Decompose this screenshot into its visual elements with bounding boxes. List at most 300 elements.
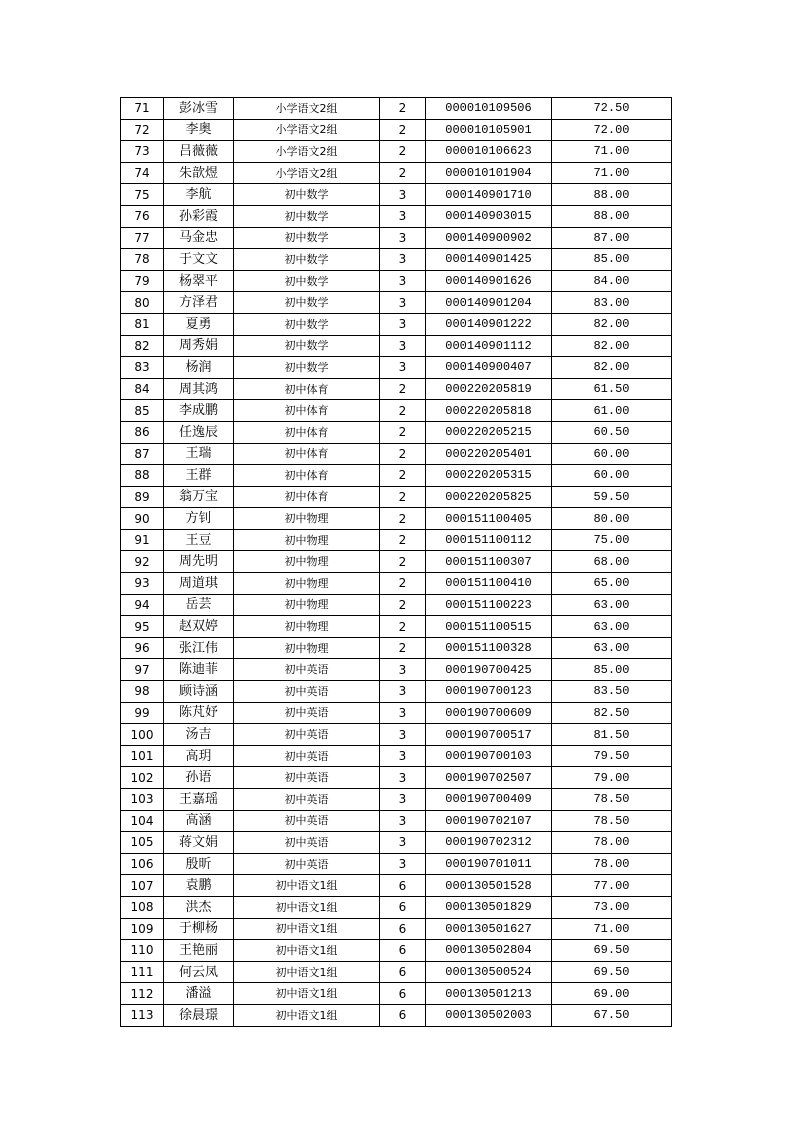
- score-cell: 83.50: [552, 681, 672, 703]
- count-cell: 2: [380, 551, 426, 573]
- count-cell: 6: [380, 896, 426, 918]
- row-number-cell: 92: [121, 551, 164, 573]
- exam-id-cell: 000151100307: [426, 551, 552, 573]
- row-number-cell: 111: [121, 961, 164, 983]
- name-cell: 陈迪菲: [164, 659, 234, 681]
- name-cell: 周秀娟: [164, 335, 234, 357]
- count-cell: 2: [380, 486, 426, 508]
- count-cell: 2: [380, 465, 426, 487]
- count-cell: 2: [380, 529, 426, 551]
- exam-id-cell: 000190700103: [426, 745, 552, 767]
- row-number-cell: 73: [121, 141, 164, 163]
- row-number-cell: 97: [121, 659, 164, 681]
- score-cell: 60.00: [552, 443, 672, 465]
- count-cell: 2: [380, 162, 426, 184]
- count-cell: 3: [380, 702, 426, 724]
- table-row: [121, 594, 672, 616]
- row-number-cell: 93: [121, 573, 164, 595]
- subject-cell: 初中英语: [234, 659, 380, 681]
- name-cell: 于柳杨: [164, 918, 234, 940]
- row-number-cell: 89: [121, 486, 164, 508]
- count-cell: 6: [380, 983, 426, 1005]
- table-row: [121, 573, 672, 595]
- name-cell: 任逸辰: [164, 421, 234, 443]
- name-cell: 王瑞: [164, 443, 234, 465]
- score-cell: 82.00: [552, 313, 672, 335]
- subject-cell: 初中物理: [234, 594, 380, 616]
- table-row: [121, 249, 672, 271]
- exam-id-cell: 000130501528: [426, 875, 552, 897]
- exam-id-cell: 000010106623: [426, 141, 552, 163]
- table-row: [121, 98, 672, 120]
- count-cell: 3: [380, 724, 426, 746]
- row-number-cell: 91: [121, 529, 164, 551]
- count-cell: 2: [380, 98, 426, 120]
- subject-cell: 初中物理: [234, 616, 380, 638]
- score-cell: 79.50: [552, 745, 672, 767]
- table-row: [121, 292, 672, 314]
- exam-id-cell: 000151100410: [426, 573, 552, 595]
- subject-cell: 初中物理: [234, 529, 380, 551]
- name-cell: 岳芸: [164, 594, 234, 616]
- subject-cell: 初中语文1组: [234, 983, 380, 1005]
- count-cell: 3: [380, 789, 426, 811]
- row-number-cell: 98: [121, 681, 164, 703]
- subject-cell: 初中数学: [234, 335, 380, 357]
- name-cell: 潘溢: [164, 983, 234, 1005]
- row-number-cell: 87: [121, 443, 164, 465]
- exam-id-cell: 000140901112: [426, 335, 552, 357]
- count-cell: 6: [380, 1004, 426, 1026]
- subject-cell: 初中数学: [234, 270, 380, 292]
- count-cell: 2: [380, 637, 426, 659]
- table-row: [121, 724, 672, 746]
- score-cell: 78.50: [552, 789, 672, 811]
- row-number-cell: 84: [121, 378, 164, 400]
- table-row: [121, 789, 672, 811]
- table-row: [121, 486, 672, 508]
- count-cell: 3: [380, 681, 426, 703]
- row-number-cell: 94: [121, 594, 164, 616]
- score-cell: 78.00: [552, 832, 672, 854]
- score-cell: 82.50: [552, 702, 672, 724]
- table-row: [121, 400, 672, 422]
- count-cell: 3: [380, 313, 426, 335]
- subject-cell: 初中语文1组: [234, 961, 380, 983]
- subject-cell: 初中英语: [234, 724, 380, 746]
- table-row: [121, 853, 672, 875]
- count-cell: 2: [380, 141, 426, 163]
- table-row: [121, 702, 672, 724]
- count-cell: 2: [380, 594, 426, 616]
- name-cell: 朱歆煜: [164, 162, 234, 184]
- table-row: [121, 681, 672, 703]
- exam-id-cell: 000220205315: [426, 465, 552, 487]
- exam-id-cell: 000151100223: [426, 594, 552, 616]
- table-row: [121, 940, 672, 962]
- subject-cell: 初中语文1组: [234, 918, 380, 940]
- exam-id-cell: 000190702312: [426, 832, 552, 854]
- subject-cell: 初中英语: [234, 745, 380, 767]
- exam-id-cell: 000190700609: [426, 702, 552, 724]
- row-number-cell: 88: [121, 465, 164, 487]
- row-number-cell: 113: [121, 1004, 164, 1026]
- name-cell: 方钊: [164, 508, 234, 530]
- row-number-cell: 83: [121, 357, 164, 379]
- row-number-cell: 96: [121, 637, 164, 659]
- table-row: [121, 357, 672, 379]
- count-cell: 3: [380, 227, 426, 249]
- subject-cell: 初中英语: [234, 681, 380, 703]
- table-row: [121, 637, 672, 659]
- row-number-cell: 86: [121, 421, 164, 443]
- table-row: [121, 465, 672, 487]
- count-cell: 3: [380, 292, 426, 314]
- subject-cell: 初中英语: [234, 702, 380, 724]
- subject-cell: 小学语文2组: [234, 98, 380, 120]
- score-cell: 69.00: [552, 983, 672, 1005]
- subject-cell: 初中数学: [234, 292, 380, 314]
- row-number-cell: 105: [121, 832, 164, 854]
- row-number-cell: 71: [121, 98, 164, 120]
- table-row: [121, 529, 672, 551]
- name-cell: 方泽君: [164, 292, 234, 314]
- exam-id-cell: 000130501627: [426, 918, 552, 940]
- name-cell: 王豆: [164, 529, 234, 551]
- subject-cell: 初中语文1组: [234, 1004, 380, 1026]
- table-row: [121, 313, 672, 335]
- subject-cell: 初中体育: [234, 400, 380, 422]
- name-cell: 杨润: [164, 357, 234, 379]
- name-cell: 王嘉瑶: [164, 789, 234, 811]
- score-cell: 79.00: [552, 767, 672, 789]
- subject-cell: 初中数学: [234, 205, 380, 227]
- table-row: [121, 961, 672, 983]
- row-number-cell: 90: [121, 508, 164, 530]
- row-number-cell: 74: [121, 162, 164, 184]
- subject-cell: 初中数学: [234, 313, 380, 335]
- score-cell: 68.00: [552, 551, 672, 573]
- table-row: [121, 983, 672, 1005]
- score-cell: 77.00: [552, 875, 672, 897]
- row-number-cell: 109: [121, 918, 164, 940]
- count-cell: 2: [380, 378, 426, 400]
- name-cell: 李成鹏: [164, 400, 234, 422]
- count-cell: 3: [380, 810, 426, 832]
- name-cell: 袁鹏: [164, 875, 234, 897]
- row-number-cell: 101: [121, 745, 164, 767]
- score-cell: 71.00: [552, 918, 672, 940]
- exam-id-cell: 000190700123: [426, 681, 552, 703]
- row-number-cell: 104: [121, 810, 164, 832]
- subject-cell: 初中物理: [234, 637, 380, 659]
- exam-id-cell: 000220205825: [426, 486, 552, 508]
- score-cell: 67.50: [552, 1004, 672, 1026]
- table-row: [121, 832, 672, 854]
- row-number-cell: 110: [121, 940, 164, 962]
- exam-id-cell: 000130501829: [426, 896, 552, 918]
- score-cell: 63.00: [552, 594, 672, 616]
- exam-id-cell: 000130502804: [426, 940, 552, 962]
- row-number-cell: 112: [121, 983, 164, 1005]
- table-row: [121, 896, 672, 918]
- exam-id-cell: 000190701011: [426, 853, 552, 875]
- subject-cell: 初中语文1组: [234, 875, 380, 897]
- row-number-cell: 102: [121, 767, 164, 789]
- table-row: [121, 378, 672, 400]
- name-cell: 吕薇薇: [164, 141, 234, 163]
- count-cell: 3: [380, 249, 426, 271]
- count-cell: 3: [380, 832, 426, 854]
- table-row: [121, 162, 672, 184]
- score-cell: 82.00: [552, 357, 672, 379]
- count-cell: 2: [380, 573, 426, 595]
- subject-cell: 初中物理: [234, 551, 380, 573]
- subject-cell: 初中物理: [234, 508, 380, 530]
- name-cell: 夏勇: [164, 313, 234, 335]
- count-cell: 3: [380, 767, 426, 789]
- name-cell: 洪杰: [164, 896, 234, 918]
- row-number-cell: 106: [121, 853, 164, 875]
- score-cell: 60.00: [552, 465, 672, 487]
- subject-cell: 初中语文1组: [234, 896, 380, 918]
- table-row: [121, 141, 672, 163]
- name-cell: 孙彩霞: [164, 205, 234, 227]
- subject-cell: 小学语文2组: [234, 141, 380, 163]
- count-cell: 2: [380, 508, 426, 530]
- row-number-cell: 99: [121, 702, 164, 724]
- row-number-cell: 100: [121, 724, 164, 746]
- name-cell: 李航: [164, 184, 234, 206]
- exam-id-cell: 000010101904: [426, 162, 552, 184]
- score-cell: 72.50: [552, 98, 672, 120]
- subject-cell: 小学语文2组: [234, 119, 380, 141]
- exam-id-cell: 000190702507: [426, 767, 552, 789]
- name-cell: 王艳丽: [164, 940, 234, 962]
- name-cell: 陈芃妤: [164, 702, 234, 724]
- count-cell: 2: [380, 616, 426, 638]
- name-cell: 孙语: [164, 767, 234, 789]
- exam-id-cell: 000140900407: [426, 357, 552, 379]
- score-cell: 82.00: [552, 335, 672, 357]
- name-cell: 张江伟: [164, 637, 234, 659]
- table-row: [121, 335, 672, 357]
- row-number-cell: 103: [121, 789, 164, 811]
- subject-cell: 初中数学: [234, 249, 380, 271]
- name-cell: 周先明: [164, 551, 234, 573]
- name-cell: 殷昕: [164, 853, 234, 875]
- name-cell: 翁万宝: [164, 486, 234, 508]
- subject-cell: 初中数学: [234, 357, 380, 379]
- exam-id-cell: 000010105901: [426, 119, 552, 141]
- table-row: [121, 767, 672, 789]
- score-cell: 85.00: [552, 249, 672, 271]
- name-cell: 周道琪: [164, 573, 234, 595]
- count-cell: 3: [380, 205, 426, 227]
- exam-id-cell: 000220205401: [426, 443, 552, 465]
- row-number-cell: 72: [121, 119, 164, 141]
- subject-cell: 初中英语: [234, 853, 380, 875]
- score-cell: 73.00: [552, 896, 672, 918]
- table-row: [121, 1004, 672, 1026]
- score-cell: 83.00: [552, 292, 672, 314]
- row-number-cell: 82: [121, 335, 164, 357]
- score-cell: 87.00: [552, 227, 672, 249]
- score-cell: 63.00: [552, 637, 672, 659]
- name-cell: 高玥: [164, 745, 234, 767]
- subject-cell: 初中体育: [234, 486, 380, 508]
- table-row: [121, 205, 672, 227]
- score-cell: 88.00: [552, 205, 672, 227]
- subject-cell: 初中数学: [234, 227, 380, 249]
- exam-id-cell: 000190702107: [426, 810, 552, 832]
- name-cell: 王群: [164, 465, 234, 487]
- exam-id-cell: 000220205819: [426, 378, 552, 400]
- count-cell: 3: [380, 184, 426, 206]
- subject-cell: 初中英语: [234, 767, 380, 789]
- score-cell: 78.50: [552, 810, 672, 832]
- row-number-cell: 79: [121, 270, 164, 292]
- exam-id-cell: 000130501213: [426, 983, 552, 1005]
- exam-id-cell: 000190700517: [426, 724, 552, 746]
- name-cell: 于文文: [164, 249, 234, 271]
- score-cell: 59.50: [552, 486, 672, 508]
- exam-id-cell: 000140900902: [426, 227, 552, 249]
- exam-id-cell: 000140901222: [426, 313, 552, 335]
- exam-id-cell: 000140901204: [426, 292, 552, 314]
- count-cell: 3: [380, 270, 426, 292]
- name-cell: 杨翠平: [164, 270, 234, 292]
- table-row: [121, 421, 672, 443]
- table-row: [121, 184, 672, 206]
- name-cell: 周其鸿: [164, 378, 234, 400]
- name-cell: 蒋文娟: [164, 832, 234, 854]
- row-number-cell: 107: [121, 875, 164, 897]
- table-row: [121, 745, 672, 767]
- subject-cell: 初中体育: [234, 465, 380, 487]
- exam-id-cell: 000130502003: [426, 1004, 552, 1026]
- table-row: [121, 270, 672, 292]
- exam-id-cell: 000130500524: [426, 961, 552, 983]
- exam-id-cell: 000140901710: [426, 184, 552, 206]
- count-cell: 3: [380, 853, 426, 875]
- row-number-cell: 81: [121, 313, 164, 335]
- table-row: [121, 659, 672, 681]
- exam-id-cell: 000151100112: [426, 529, 552, 551]
- score-cell: 71.00: [552, 162, 672, 184]
- subject-cell: 小学语文2组: [234, 162, 380, 184]
- row-number-cell: 76: [121, 205, 164, 227]
- exam-id-cell: 000140901425: [426, 249, 552, 271]
- table-row: [121, 227, 672, 249]
- score-cell: 61.50: [552, 378, 672, 400]
- row-number-cell: 85: [121, 400, 164, 422]
- row-number-cell: 95: [121, 616, 164, 638]
- subject-cell: 初中数学: [234, 184, 380, 206]
- table-row: [121, 616, 672, 638]
- exam-id-cell: 000190700425: [426, 659, 552, 681]
- name-cell: 彭冰雪: [164, 98, 234, 120]
- table-row: [121, 875, 672, 897]
- subject-cell: 初中体育: [234, 421, 380, 443]
- score-cell: 75.00: [552, 529, 672, 551]
- table-row: [121, 443, 672, 465]
- count-cell: 3: [380, 335, 426, 357]
- table-row: [121, 119, 672, 141]
- name-cell: 何云凤: [164, 961, 234, 983]
- count-cell: 2: [380, 400, 426, 422]
- name-cell: 徐晨璟: [164, 1004, 234, 1026]
- exam-id-cell: 000140901626: [426, 270, 552, 292]
- name-cell: 顾诗涵: [164, 681, 234, 703]
- exam-id-cell: 000151100515: [426, 616, 552, 638]
- count-cell: 6: [380, 961, 426, 983]
- exam-id-cell: 000151100405: [426, 508, 552, 530]
- row-number-cell: 108: [121, 896, 164, 918]
- count-cell: 6: [380, 875, 426, 897]
- count-cell: 2: [380, 421, 426, 443]
- score-cell: 78.00: [552, 853, 672, 875]
- table-row: [121, 508, 672, 530]
- subject-cell: 初中语文1组: [234, 940, 380, 962]
- score-cell: 69.50: [552, 961, 672, 983]
- score-cell: 60.50: [552, 421, 672, 443]
- row-number-cell: 77: [121, 227, 164, 249]
- count-cell: 2: [380, 443, 426, 465]
- subject-cell: 初中体育: [234, 443, 380, 465]
- subject-cell: 初中英语: [234, 789, 380, 811]
- count-cell: 3: [380, 659, 426, 681]
- row-number-cell: 80: [121, 292, 164, 314]
- score-cell: 72.00: [552, 119, 672, 141]
- score-cell: 88.00: [552, 184, 672, 206]
- subject-cell: 初中英语: [234, 832, 380, 854]
- count-cell: 6: [380, 940, 426, 962]
- name-cell: 赵双婷: [164, 616, 234, 638]
- subject-cell: 初中体育: [234, 378, 380, 400]
- subject-cell: 初中物理: [234, 573, 380, 595]
- row-number-cell: 75: [121, 184, 164, 206]
- exam-id-cell: 000010109506: [426, 98, 552, 120]
- count-cell: 6: [380, 918, 426, 940]
- name-cell: 汤吉: [164, 724, 234, 746]
- count-cell: 3: [380, 745, 426, 767]
- exam-id-cell: 000220205818: [426, 400, 552, 422]
- exam-id-cell: 000220205215: [426, 421, 552, 443]
- table-row: [121, 551, 672, 573]
- score-cell: 81.50: [552, 724, 672, 746]
- name-cell: 李奥: [164, 119, 234, 141]
- score-cell: 71.00: [552, 141, 672, 163]
- score-cell: 65.00: [552, 573, 672, 595]
- table-body: [121, 98, 672, 1027]
- score-cell: 63.00: [552, 616, 672, 638]
- table-row: [121, 810, 672, 832]
- count-cell: 2: [380, 119, 426, 141]
- name-cell: 高涵: [164, 810, 234, 832]
- exam-id-cell: 000151100328: [426, 637, 552, 659]
- name-cell: 马金忠: [164, 227, 234, 249]
- count-cell: 3: [380, 357, 426, 379]
- score-cell: 85.00: [552, 659, 672, 681]
- results-table: [120, 97, 672, 1027]
- score-cell: 84.00: [552, 270, 672, 292]
- subject-cell: 初中英语: [234, 810, 380, 832]
- score-cell: 80.00: [552, 508, 672, 530]
- score-cell: 61.00: [552, 400, 672, 422]
- score-cell: 69.50: [552, 940, 672, 962]
- exam-id-cell: 000190700409: [426, 789, 552, 811]
